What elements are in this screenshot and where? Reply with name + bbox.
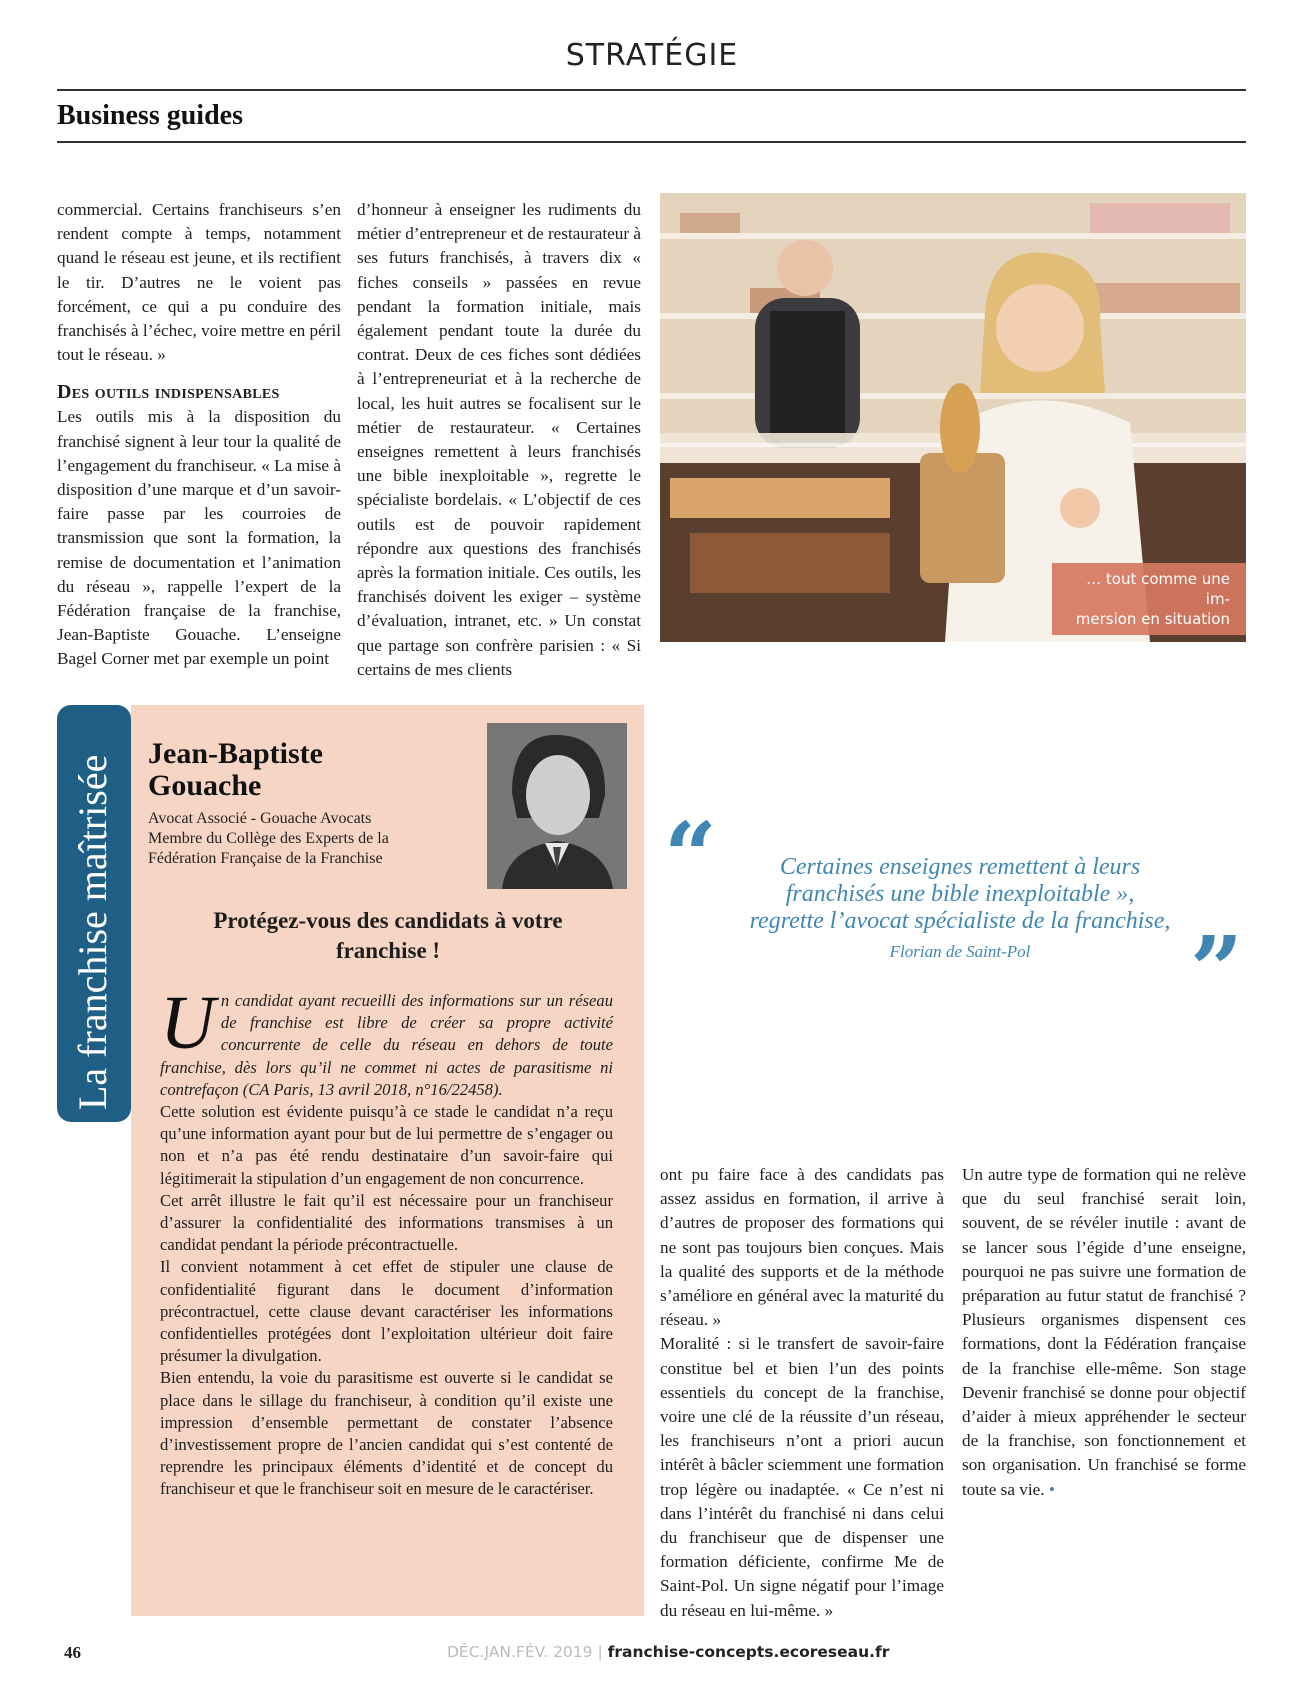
expert-role-line-3: Fédération Française de la Franchise — [148, 850, 383, 867]
box-paragraph-4: Bien entendu, la voie du parasitisme est ouverte si le candidat se place dans le sillage du franchiseur, à condition qu’il existe une impression d’ensemble permettant de constater l’absence d’investissement propre de l’ancien candidat qui s’est contenté de reprendre les principaux éléments d’identité et de concept du franchiseur et que le franchiseur soit en mesure de le caractériser. — [160, 1368, 613, 1499]
expert-role-line-2: Membre du Collège des Experts de la — [148, 830, 389, 847]
article-column-3 — [660, 1163, 944, 1623]
portrait-illustration — [487, 723, 627, 889]
expert-box-tab — [57, 705, 131, 1122]
box-paragraph-1: Cette solution est évidente puisqu’à ce stade le candidat n’a reçu qu’une information ayant pour but de lui permettre de s’engager ou non et n’a pas été rendu destinataire d’un savoir-faire qui légitimerait la stipulation d’un engagement de non concurrence. — [160, 1102, 613, 1188]
column-3-paragraph-1: ont pu faire face à des candidats pas assez assidus en formation, il arrive à d’autres de proposer des formations qui ne sont pas toujours bien conçues. Mais la qualité des supports et de la méthode s’améliore en général avec la maturité du réseau. » — [660, 1165, 944, 1330]
photo-caption — [1052, 563, 1246, 635]
box-intro-text: n candidat ayant recueilli des informations sur un réseau de franchise est libre de créer sa propre activité concurrente de celle du réseau en dehors de toute franchise, dès lors qu’il ne commet ni actes de parasitisme ni contrefaçon (CA Paris, 13 avril 2018, n°16/22458). — [160, 991, 613, 1099]
box-title-line-1: Protégez-vous des candidats à votre — [213, 908, 563, 933]
column-1-paragraph-2: Les outils mis à la disposition du franchisé signent à leur tour la qualité de l’engagement du franchiseur. « La mise à disposition d’une marque et d’un savoir-faire passe par les courroies de transmission que sont la formation, la remise de documentation et l’animation du réseau », rappelle l’expert de la Fédération française de la franchise, Jean-Baptiste Gouache. L’enseigne Bagel Corner met par exemple un point — [57, 407, 341, 669]
column-4-text: Un autre type de formation qui ne relève que du seul franchisé serait loin, souvent, de se révéler inutile : avant de se lancer sous l’égide d’une enseigne, pourquoi ne pas suivre une formation de préparation au futur statut de franchisé ? Plusieurs organismes dispensent ces formations, dont la Fédération française de la franchise elle-même. Son stage Devenir franchisé se donne pour objectif d’aider à mieux appréhender le secteur de la franchise, son fonctionnement et son organisation. Un franchisé se forme toute sa vie. — [962, 1165, 1246, 1499]
pull-quote — [700, 854, 1220, 935]
rubric-title: Business guides — [57, 100, 243, 131]
box-title-line-2: franchise ! — [335, 938, 441, 963]
pull-quote-line-1: Certaines enseignes remettent à leurs — [779, 854, 1141, 880]
pull-quote-line-3: regrette l’avocat spécialiste de la franchise, — [749, 908, 1171, 934]
header-rule-bottom — [57, 141, 1246, 143]
expert-name — [148, 738, 468, 802]
article-column-4 — [962, 1163, 1246, 1502]
column-2-paragraph-1: d’honneur à enseigner les rudiments du métier d’entrepreneur et de restaurateur à ses futurs franchisés, à travers dix « fiches conseils » passées en revue pendant la formation initiale, mais également pendant toute la durée du contrat. Deux de ces fiches sont dédiées à l’entrepreneuriat et à la recherche de local, les huit autres se focalisent sur le métier de restaurateur. « Certaines enseignes remettent à leurs franchisés une bible inexploitable », regrette le spécialiste bordelais. « L’objectif de ces outils est de pouvoir rapidement répondre aux questions des franchisés après la formation initiale. Ces outils, les franchisés doivent les exiger – système d’évaluation, intranet, etc. » Un constat que partage son confrère parisien : « Si certains de mes clients — [357, 200, 641, 679]
column-1-paragraph-1: commercial. Certains franchiseurs s’en rendent compte à temps, notamment quand le réseau est jeune, et ils rectifient le tir. D’autres ne le voient pas forcément, ce qui a pu conduire des franchisés à l’échec, voire mettre en péril tout le réseau. » — [57, 200, 341, 365]
column-4-paragraph-1 — [962, 1163, 1246, 1502]
box-paragraph-3: Il convient notamment à cet effet de stipuler une clause de confidentialité figurant dans le document d’information précontractuel, cette clause devant caractériser les informations confidentielles protégées dont l’exploitation ultérieur doit faire présumer la divulgation. — [160, 1257, 613, 1366]
caption-line-2: mersion en situation — [1075, 610, 1230, 628]
expert-name-line-1: Jean-Baptiste — [148, 737, 323, 770]
article-column-2 — [357, 198, 641, 682]
footer-issue — [447, 1643, 947, 1661]
column-3-paragraph-2: Moralité : si le transfert de savoir-faire constitue bel et bien l’un des points essentiels du concept de la franchise, voire une clé de la réussite d’un réseau, les franchiseurs n’ont a priori aucun intérêt à bâcler sciemment une formation trop légère ou inadaptée. « Ce n’est ni dans l’intérêt du franchisé ni dans celui du franchiseur que de dispenser une formation déficiente, confirme Me de Saint-Pol. Un signe négatif pour l’image du réseau en lui-même. » — [660, 1334, 944, 1620]
page-number: 46 — [64, 1643, 81, 1662]
box-paragraph-2: Cet arrêt illustre le fait qu’il est nécessaire pour un franchiseur d’assurer la confidentialité des informations transmises à un candidat pendant la période précontractuelle. — [160, 1190, 613, 1255]
box-title — [148, 906, 628, 966]
footer-issue-date: DÉC.JAN.FÉV. 2019 | — [447, 1643, 603, 1661]
subheading-tools: Des outils indispensables — [57, 381, 280, 404]
article-column-1 — [57, 198, 341, 672]
quote-author: Florian de Saint-Pol — [889, 942, 1031, 961]
footer-site: franchise-concepts.ecoreseau.fr — [607, 1643, 890, 1661]
box-intro — [160, 981, 613, 1101]
quote-open-mark: “ — [664, 802, 717, 910]
section-title: STRATÉGIE — [565, 38, 739, 73]
pull-quote-line-2: franchisés une bible inexploitable », — [785, 881, 1135, 907]
header-rule-top — [57, 89, 1246, 91]
drop-cap: U — [160, 981, 215, 1065]
bakery-photo — [660, 193, 1246, 642]
expert-name-line-2: Gouache — [148, 769, 262, 802]
expert-portrait — [487, 723, 627, 889]
expert-role — [148, 809, 468, 869]
caption-line-1: … tout comme une im- — [1086, 570, 1230, 608]
end-mark: • — [1048, 1479, 1055, 1499]
tab-label: La franchise maîtrisée — [70, 754, 115, 1110]
expert-role-line-1: Avocat Associé - Gouache Avocats — [148, 810, 372, 827]
box-body — [160, 981, 613, 1501]
quote-close-mark: ” — [1190, 916, 1243, 1024]
